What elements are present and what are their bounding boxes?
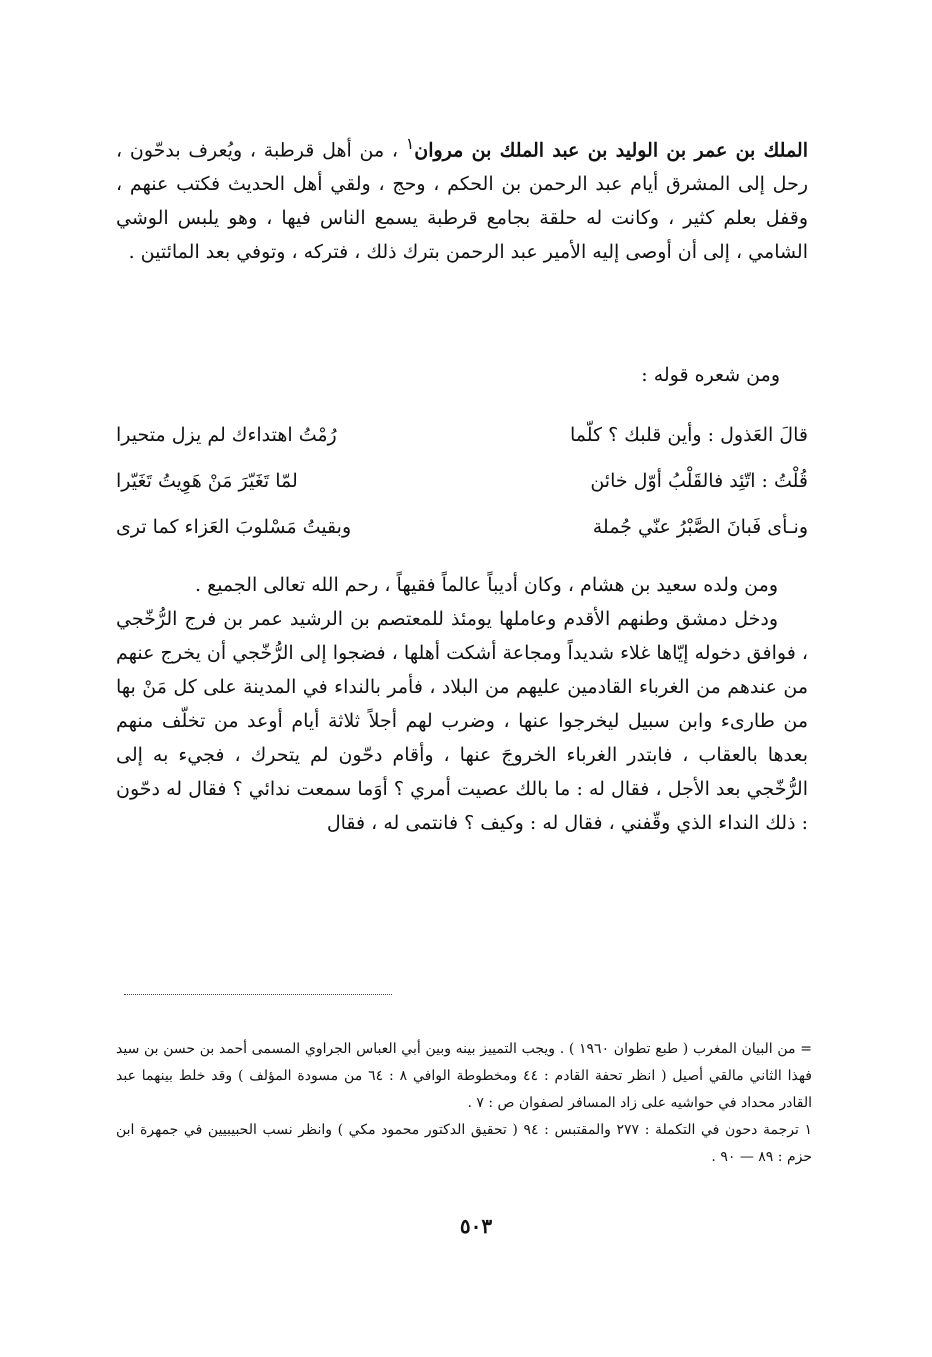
verse-first-hemistich: ونـأى فَبانَ الصَّبْرُ عنّي جُملة xyxy=(592,516,808,538)
main-paragraph xyxy=(116,127,808,269)
verse-first-hemistich: قُلْتُ : اتّئِد فالقَلْبُ أوّل خائن xyxy=(590,470,808,492)
biography-name: الملك بن عمر بن الوليد بن عبد الملك بن مروان xyxy=(414,139,808,162)
verse-second-hemistich: لمّا تَغَيّرَ مَنْ هَوِيتُ تَغَيّرا xyxy=(116,470,298,492)
poem xyxy=(116,412,808,550)
verse-first-hemistich: قالَ العَذول : وأين قلبك ؟ كلّما xyxy=(569,424,808,446)
narrative-paragraph: ومن ولده سعيد بن هشام ، وكان أديباً عالماً فقيهاً ، رحم الله تعالى الجميع . xyxy=(195,574,778,596)
poem-intro: ومن شعره قوله : xyxy=(641,364,780,386)
footnote-continued: = من البيان المغرب ( طبع تطوان ١٩٦٠ ) . ويجب التمييز بينه وبين أبي العباس الجراوي المسمى أحمد بن حسن بن سيد فهذا الثاني مالقي أصيل ( انظر تحفة القادم : ٤٤ ومخطوطة الوافي ٨ : ٦٤ من مسودة المؤلف ) وقد خلط بينهما عبد القادر محداد في حواشيه على زاد المسافر لصفوان ص : ٧ . xyxy=(116,1041,813,1111)
footnote-reference: ١ xyxy=(405,134,415,153)
narrative-paragraph: ودخل دمشق وطنهم الأقدم وعاملها يومئذ للمعتصم بن الرشيد عمر بن فرج الرُّخّجي ، فوافق دخوله إيّاها غلاء شديداً ومجاعة أشكت أهلها ، فضجوا إلى الرُّخّجي أن يخرج عنهم من عندهم من الغرباء القادمين عليهم من البلاد ، فأمر بالنداء في المدينة على كل مَنْ بها من طارىء وابن سبيل ليخرجوا عنها ، وضرب لهم أجلاً ثلاثة أيام أوعد من تخلّف منهم بعدها بالعقاب ، فابتدر الغرباء الخروجَ عنها ، وأقام دحّون لم يتحرك ، فجيء به إلى الرُّخّجي بعد الأجل ، فقال له : ما بالك عصيت أمري ؟ أوَما سمعت ندائي ؟ فقال له دحّون : ذلك النداء الذي وقّفني ، فقال له : وكيف ؟ فانتمى له ، فقال xyxy=(116,608,808,834)
page-number: ٥٠٣ xyxy=(459,1214,493,1238)
narrative-section xyxy=(116,568,808,840)
footnote-1: ١ ترجمة دحون في التكملة : ٢٧٧ والمقتبس : ٩٤ ( تحقيق الدكتور محمود مكي ) وانظر نسب الحبيبيين في جمهرة ابن حزم : ٨٩ — ٩٠ . xyxy=(116,1122,812,1165)
verse-second-hemistich: رُمْتُ اهتداءك لم يزل متحيرا xyxy=(116,424,337,446)
poem-verse xyxy=(116,412,808,458)
verse-second-hemistich: وبقيتُ مَسْلوبَ العَزاء كما ترى xyxy=(116,516,352,538)
poem-verse xyxy=(116,504,808,550)
biography-text: ، من أهل قرطبة ، ويُعرف بدحّون ، رحل إلى المشرق أيام عبد الرحمن بن الحكم ، وحج ، ولقي أهل الحديث فكتب عنهم ، وقفل بعلم كثير ، وكانت له حلقة بجامع قرطبة يسمع الناس فيها ، وهو يلبس الوشي الشامي ، إلى أن أوصى إليه الأمير عبد الرحمن بترك ذلك ، فتركه ، وتوفي بعد المائتين . xyxy=(116,139,808,264)
footnotes xyxy=(116,1036,812,1171)
footnote-separator xyxy=(124,994,392,995)
poem-verse xyxy=(116,458,808,504)
